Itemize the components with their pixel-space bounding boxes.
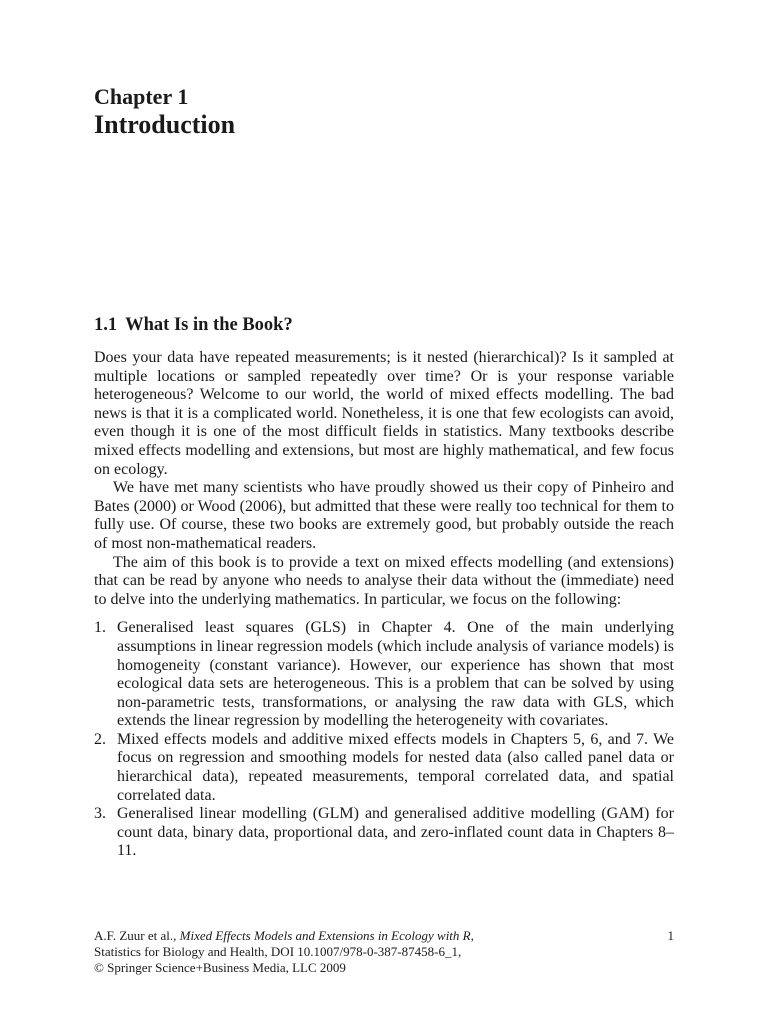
paragraph: Does your data have repeated measurements; is it nested (hierarchical)? Is it sampled at multiple locations or sampled repeatedly over time? Or is your response variable heterogeneous? Welcome to our world, the world of mixed effects modelling. The bad news is that it is a complicated world. Nonetheless, it is one that few ecologists can avoid, even though it is one of the most difficult fields in statistics. Many textbooks describe mixed effects modelling and extensions, but most are highly mathematical, and few focus on ecology.: [94, 349, 674, 478]
section-heading: [94, 313, 293, 337]
list-item: [94, 805, 674, 861]
footer-authors: A.F. Zuur et al.,: [94, 928, 180, 943]
topic-list: [94, 619, 674, 861]
footer-citation: [94, 928, 674, 944]
footer-comma: ,: [470, 928, 474, 943]
list-item-text: Generalised linear modelling (GLM) and generalised additive modelling (GAM) for count data, binary data, proportional data, and zero-inflated count data in Chapters 8–11.: [117, 805, 674, 860]
footer-copyright: © Springer Science+Business Media, LLC 2009: [94, 960, 346, 975]
chapter-label: Chapter 1: [94, 84, 189, 109]
list-item: [94, 619, 674, 731]
page-footer: [94, 928, 674, 976]
chapter-title: Introduction: [94, 110, 236, 139]
footer-series-doi: Statistics for Biology and Health, DOI 10.1007/978-0-387-87458-6_1,: [94, 944, 462, 959]
body-text: [94, 349, 674, 861]
list-item-text: Generalised least squares (GLS) in Chapter 4. One of the main underlying assumptions in linear regression models (which include analysis of variance models) is homogeneity (constant variance). However, our experience has shown that most ecological data sets are heterogeneous. This is a problem that can be solved by using non-parametric tests, transformations, or analysing the raw data with GLS, which extends the linear regression by modelling the heterogeneity with covariates.: [117, 619, 674, 730]
book-page: [94, 0, 674, 1024]
list-item-text: Mixed effects models and additive mixed effects models in Chapters 5, 6, and 7. We focus on regression and smoothing models for nested data (also called panel data or hierarchical data), repeated measurements, temporal correlated data, and spatial correlated data.: [117, 730, 674, 804]
section-title: What Is in the Book?: [125, 315, 293, 335]
footer-book-title: Mixed Effects Models and Extensions in Ecology with R: [179, 928, 471, 943]
list-marker: 3.: [94, 805, 106, 823]
list-item: [94, 731, 674, 805]
list-marker: 1.: [94, 619, 106, 637]
page-number: 1: [667, 928, 674, 943]
list-marker: 2.: [94, 730, 106, 748]
paragraph: The aim of this book is to provide a text on mixed effects modelling (and extensions) that can be read by anyone who needs to analyse their data without the (immediate) need to delve into the underlying mathematics. In particular, we focus on the following:: [94, 553, 674, 608]
section-number: 1.1: [94, 315, 118, 335]
paragraph: We have met many scientists who have proudly showed us their copy of Pinheiro and Bates (2000) or Wood (2006), but admitted that these were really too technical for them to fully use. Of course, these two books are extremely good, but probably outside the reach of most non-mathematical readers.: [94, 479, 674, 552]
